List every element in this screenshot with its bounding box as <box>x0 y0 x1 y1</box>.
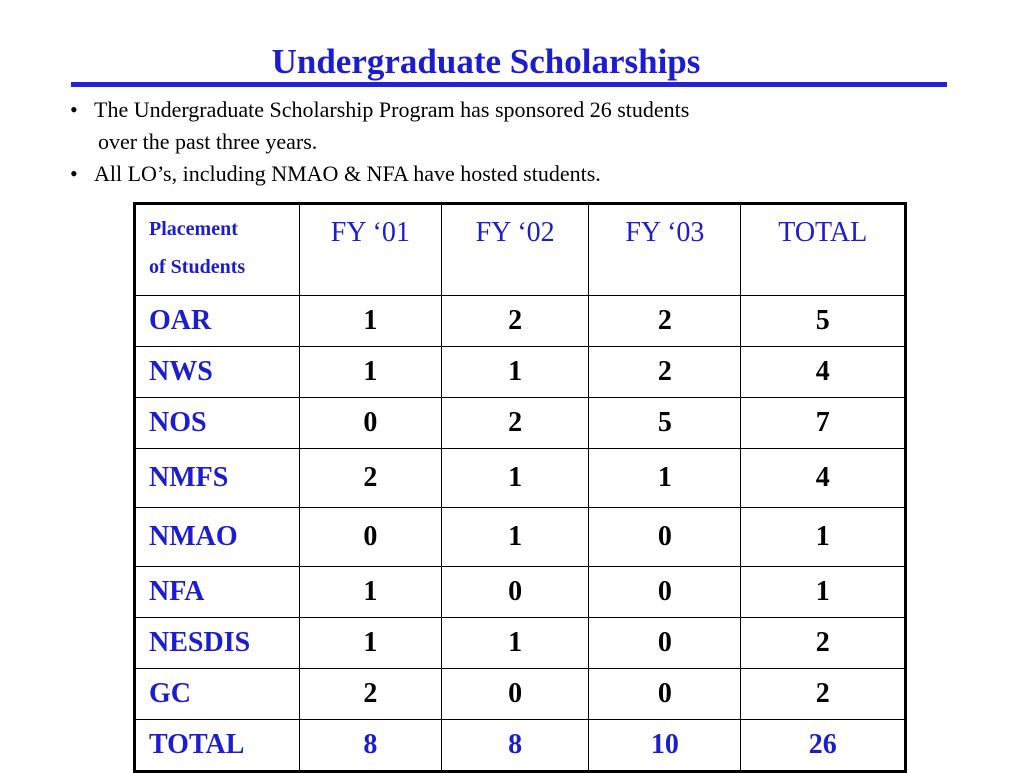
table-cell: 1 <box>441 347 588 398</box>
bullet-marker: • <box>70 161 78 186</box>
table-cell: 1 <box>741 567 906 618</box>
row-label: NMFS <box>135 449 300 508</box>
table-cell: 0 <box>299 508 441 567</box>
table-row <box>135 618 906 669</box>
table-corner-header <box>135 204 300 296</box>
table-cell: 0 <box>589 508 741 567</box>
table-cell: 8 <box>441 720 588 772</box>
table-cell: 2 <box>741 669 906 720</box>
corner-line-2: of Students <box>149 256 246 278</box>
table-row <box>135 508 906 567</box>
table-cell: 2 <box>441 398 588 449</box>
table-cell: 1 <box>299 618 441 669</box>
row-label: NWS <box>135 347 300 398</box>
column-header-fy02: FY ‘02 <box>441 204 588 296</box>
placement-table <box>133 202 907 773</box>
table-row <box>135 347 906 398</box>
table-cell: 10 <box>589 720 741 772</box>
table-row <box>135 449 906 508</box>
corner-line-1: Placement <box>149 218 238 240</box>
row-label: NMAO <box>135 508 300 567</box>
table-cell: 1 <box>441 449 588 508</box>
table-cell: 1 <box>441 508 588 567</box>
table-cell: 5 <box>589 398 741 449</box>
table-cell: 2 <box>299 669 441 720</box>
table-cell: 2 <box>589 347 741 398</box>
table-cell: 1 <box>589 449 741 508</box>
row-label: OAR <box>135 296 300 347</box>
table-cell: 8 <box>299 720 441 772</box>
bullet-marker: • <box>70 97 78 122</box>
table-cell: 5 <box>741 296 906 347</box>
bullet-item <box>70 158 950 190</box>
table-cell: 1 <box>741 508 906 567</box>
table-cell: 2 <box>299 449 441 508</box>
table-cell: 0 <box>589 669 741 720</box>
table-header-row <box>135 204 906 296</box>
row-label: GC <box>135 669 300 720</box>
table-cell: 0 <box>441 567 588 618</box>
table-cell: 1 <box>441 618 588 669</box>
table-cell: 0 <box>441 669 588 720</box>
row-label: NFA <box>135 567 300 618</box>
table-row <box>135 567 906 618</box>
bullet-text: The Undergraduate Scholarship Program has sponsored 26 students <box>94 97 690 122</box>
row-label: NOS <box>135 398 300 449</box>
slide-title: Undergraduate Scholarships <box>271 42 701 81</box>
row-label: TOTAL <box>135 720 300 772</box>
bullet-text-continued: over the past three years. <box>98 129 318 154</box>
table-cell: 2 <box>741 618 906 669</box>
table-cell: 0 <box>299 398 441 449</box>
table-cell: 0 <box>589 618 741 669</box>
table-row <box>135 398 906 449</box>
bullet-item <box>70 94 950 158</box>
column-header-total: TOTAL <box>741 204 906 296</box>
bullet-list <box>70 94 950 190</box>
table-cell: 2 <box>441 296 588 347</box>
table-cell: 2 <box>589 296 741 347</box>
table-cell: 1 <box>299 296 441 347</box>
bullet-text: All LO’s, including NMAO & NFA have hosted students. <box>94 161 601 186</box>
table-cell: 1 <box>299 567 441 618</box>
table-cell: 1 <box>299 347 441 398</box>
row-label: NESDIS <box>135 618 300 669</box>
table-cell: 26 <box>741 720 906 772</box>
table-cell: 4 <box>741 347 906 398</box>
table-row <box>135 296 906 347</box>
column-header-fy01: FY ‘01 <box>299 204 441 296</box>
title-underline <box>71 82 947 87</box>
table-total-row <box>135 720 906 772</box>
table-cell: 7 <box>741 398 906 449</box>
column-header-fy03: FY ‘03 <box>589 204 741 296</box>
table-cell: 0 <box>589 567 741 618</box>
table-cell: 4 <box>741 449 906 508</box>
table-row <box>135 669 906 720</box>
